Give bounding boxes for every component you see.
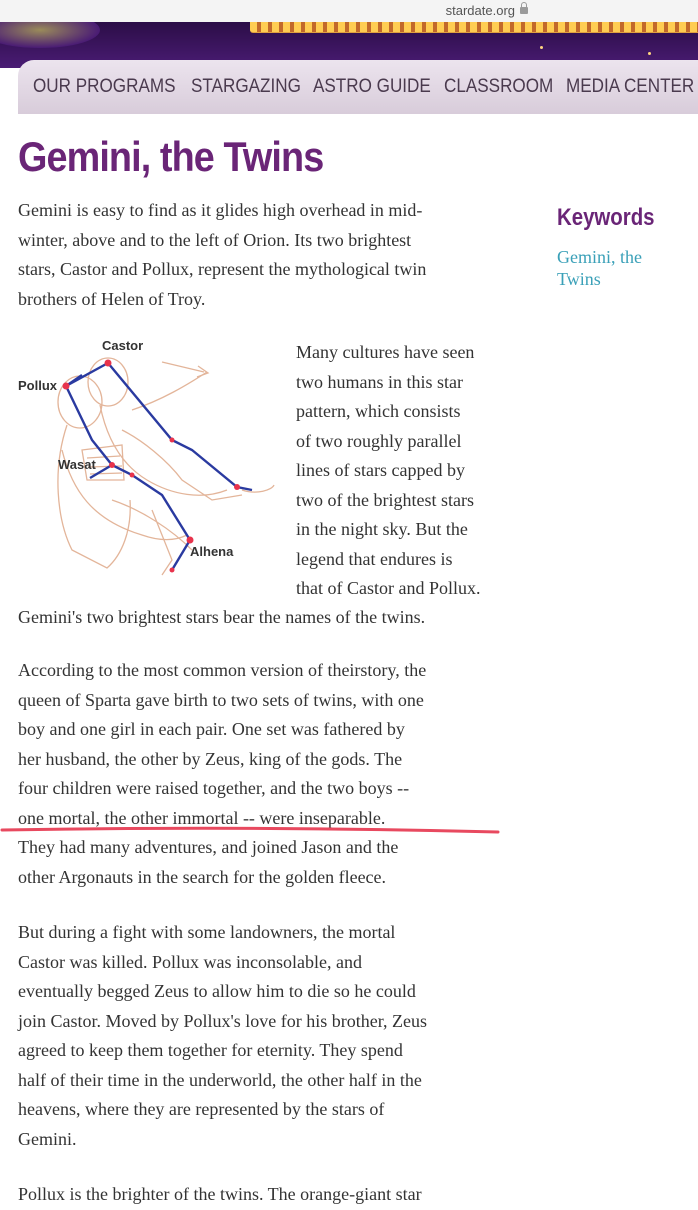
text-line: But during a fight with some landowners, the mortal xyxy=(18,922,396,942)
text-line: agreed to keep them together for eternity. They spend xyxy=(18,1040,403,1060)
page-title: Gemini, the Twins xyxy=(18,133,324,180)
nav-classroom[interactable]: CLASSROOM xyxy=(444,76,554,97)
sparkle-icon xyxy=(540,46,543,49)
banner-glow xyxy=(0,22,100,48)
star-label-alhena: Alhena xyxy=(190,544,234,559)
url-text: stardate.org xyxy=(445,3,515,18)
browser-url-bar[interactable] xyxy=(0,0,698,22)
text-line: two of the brightest stars xyxy=(296,489,474,510)
text-line: in the night sky. But the xyxy=(296,519,468,539)
nav-our-programs[interactable]: OUR PROGRAMS xyxy=(33,76,176,97)
star-label-pollux: Pollux xyxy=(18,378,58,393)
text-line: her husband, the other by Zeus, king of the gods. The xyxy=(18,748,403,769)
fate-paragraph xyxy=(18,918,427,1154)
text-line: other Argonauts in the search for the golden fleece. xyxy=(18,866,387,887)
text-line: one mortal, the other immortal -- were inseparable. xyxy=(18,807,386,828)
text-line: pattern, which consists xyxy=(296,401,461,421)
nav-media-center[interactable]: MEDIA CENTER xyxy=(565,76,695,97)
text-line: of two roughly parallel xyxy=(296,430,462,451)
star-label-wasat: Wasat xyxy=(58,457,96,472)
wrapped-paragraph-tail: Gemini's two brightest stars bear the names of the twins. xyxy=(18,607,426,627)
lock-icon xyxy=(520,7,528,14)
text-line: Castor was killed. Pollux was inconsolable, and xyxy=(18,951,362,972)
wrapped-paragraph xyxy=(296,338,480,604)
arrow-shaft xyxy=(162,362,204,372)
text-line: half of their time in the underworld, the other half in the xyxy=(18,1069,422,1090)
text-line: eventually begged Zeus to allow him to die so he could xyxy=(18,981,416,1001)
text-line: lines of stars capped by xyxy=(296,460,465,480)
marquee-lights xyxy=(250,22,698,33)
text-line: two humans in this star xyxy=(296,371,463,392)
nav-astro-guide[interactable]: ASTRO GUIDE xyxy=(313,76,432,97)
text-line: four children were raised together, and the two boys -- xyxy=(18,778,410,798)
text-line: that of Castor and Pollux. xyxy=(296,578,481,598)
text-line: stars, Castor and Pollux, represent the mythological twin xyxy=(18,259,427,279)
text-line: join Castor. Moved by Pollux's love for his brother, Zeus xyxy=(18,1010,427,1031)
text-line: Many cultures have seen xyxy=(296,342,475,362)
gemini-constellation-diagram xyxy=(12,330,287,590)
text-line: Gemini is easy to find as it glides high overhead in mid- xyxy=(18,200,423,220)
intro-paragraph xyxy=(18,196,426,314)
text-line: winter, above and to the left of Orion. Its two brightest xyxy=(18,229,412,250)
keyword-link-gemini[interactable]: Gemini, the Twins xyxy=(557,247,642,289)
story-paragraph xyxy=(18,656,426,892)
highlight-underline xyxy=(0,825,500,837)
text-line: According to the most common version of theirstory, the xyxy=(18,660,427,680)
url-display[interactable] xyxy=(446,3,528,18)
text-line: They had many adventures, and joined Jason and the xyxy=(18,837,399,857)
nav-stargazing[interactable]: STARGAZING xyxy=(191,76,302,97)
star-label-castor: Castor xyxy=(102,338,144,353)
text-line: brothers of Helen of Troy. xyxy=(18,288,206,309)
main-nav-bar xyxy=(0,60,698,114)
sparkle-icon xyxy=(648,52,651,55)
text-line: boy and one girl in each pair. One set was fathered by xyxy=(18,719,405,739)
text-line: queen of Sparta gave birth to two sets of twins, with one xyxy=(18,689,424,710)
pollux-paragraph: Pollux is the brighter of the twins. The orange-giant star xyxy=(18,1184,422,1204)
text-line: Gemini. xyxy=(18,1128,77,1149)
text-line: legend that endures is xyxy=(296,548,453,569)
main-nav xyxy=(18,60,698,114)
keywords-heading: Keywords xyxy=(557,204,655,231)
text-line: heavens, where they are represented by the stars of xyxy=(18,1099,385,1119)
